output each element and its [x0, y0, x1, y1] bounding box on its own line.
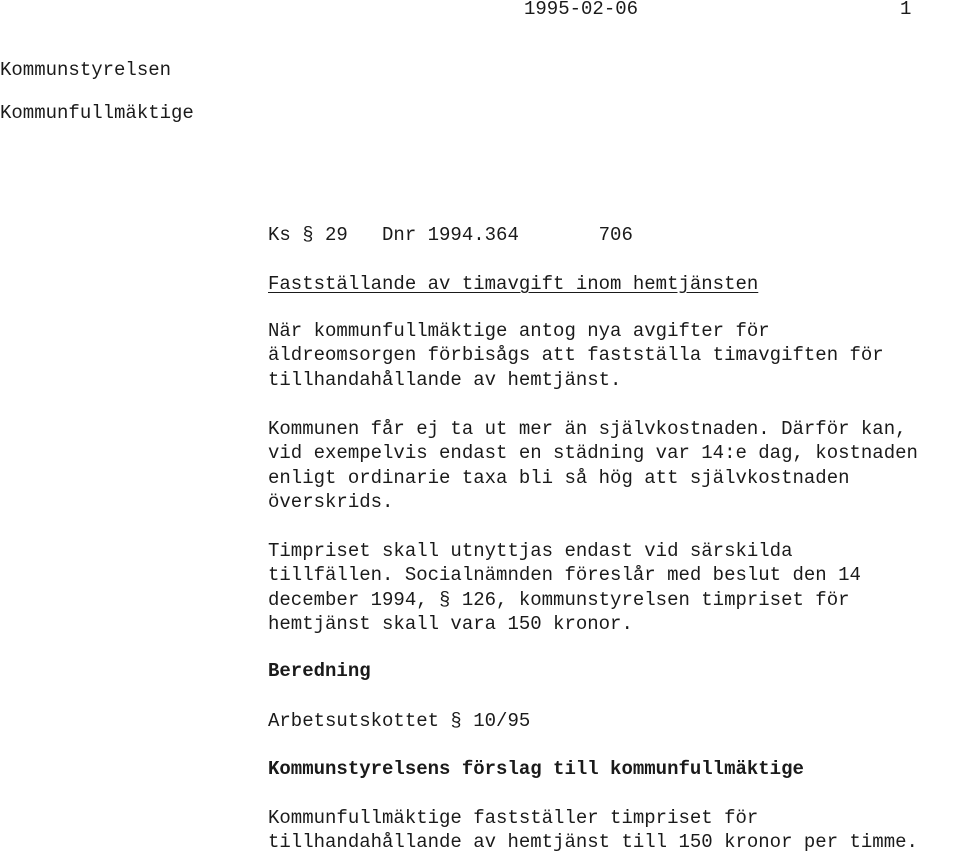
- paragraph-2: Kommunen får ej ta ut mer än självkostnaden. Därför kan, vid exempelvis endast en städning var 14:e dag, kostnaden enligt ordinarie taxa bli så hög att självkostnaden överskrids.: [268, 418, 918, 514]
- org-kommunstyrelsen: Kommunstyrelsen: [0, 59, 172, 81]
- org-kommunfullmaktige: Kommunfullmäktige: [0, 102, 194, 124]
- beredning-heading: Beredning: [268, 660, 371, 682]
- page-number: 1: [900, 0, 912, 20]
- document-title: Fastställande av timavgift inom hemtjänsten: [268, 273, 759, 295]
- beredning-text: Arbetsutskottet § 10/95: [268, 710, 531, 732]
- header-date: 1995-02-06: [524, 0, 639, 20]
- paragraph-1: När kommunfullmäktige antog nya avgifter för äldreomsorgen förbisågs att fastställa timavgiften för tillhandahållande av hemtjänst.: [268, 320, 884, 391]
- paragraph-3: Timpriset skall utnyttjas endast vid särskilda tillfällen. Socialnämnden föreslår med beslut den 14 december 1994, § 126, kommunstyrelsen timpriset för hemtjänst skall vara 150 kronor.: [268, 540, 861, 636]
- proposal-text: Kommunfullmäktige fastställer timpriset för tillhandahållande av hemtjänst till 150 kronor per timme.: [268, 807, 918, 854]
- case-reference: Ks § 29 Dnr 1994.364 706: [268, 224, 633, 246]
- proposal-heading: Kommunstyrelsens förslag till kommunfullmäktige: [268, 758, 804, 780]
